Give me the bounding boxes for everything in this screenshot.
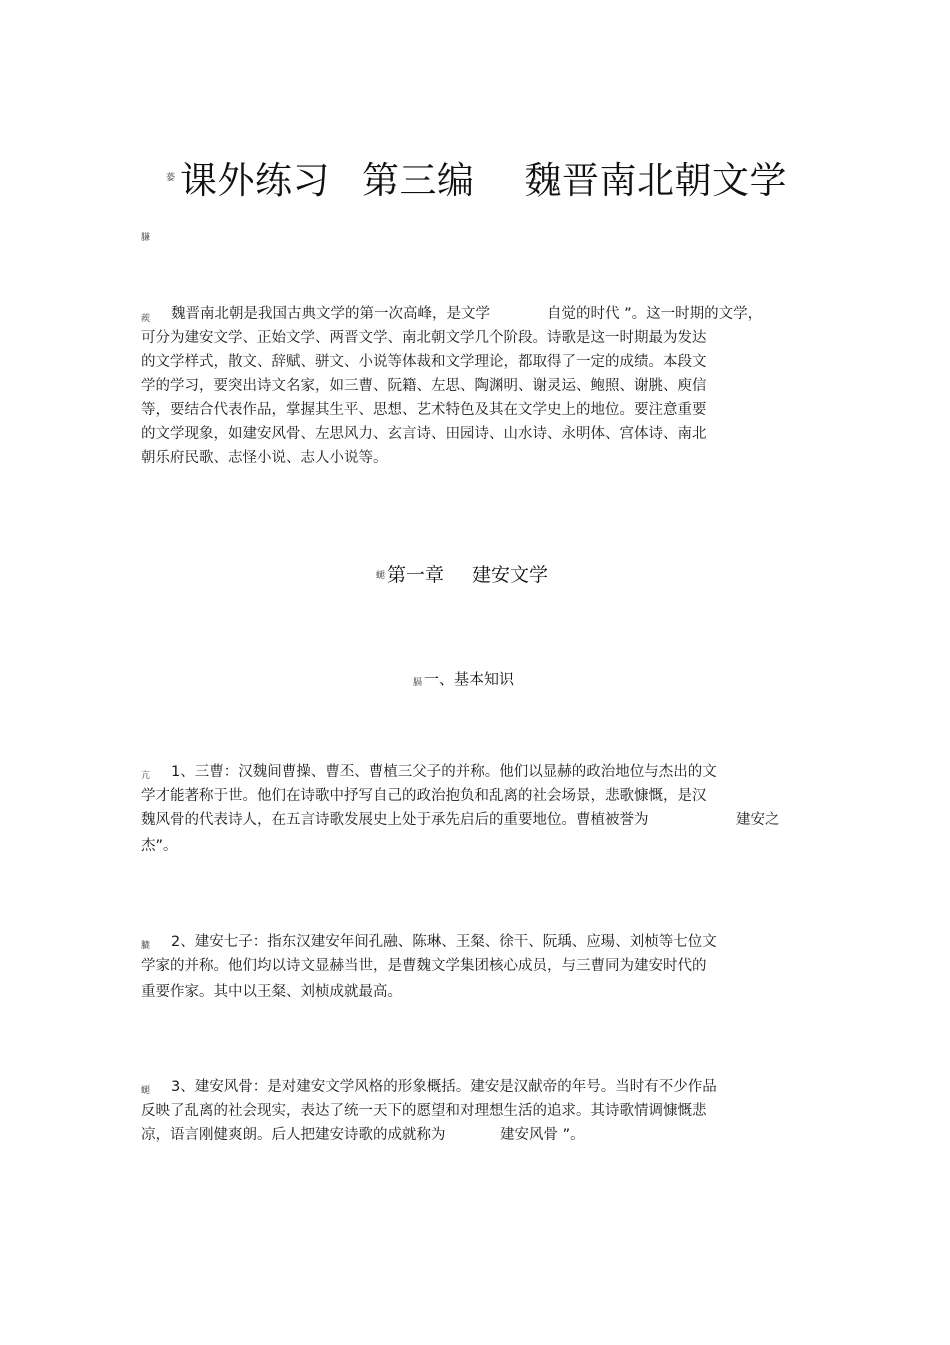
intro-line: 的文学样式，散文、辞赋、骈文、小说等体裁和文学理论，都取得了一定的成绩。本段文 xyxy=(141,354,707,370)
intro-line: 自觉的时代 ”。这一时期的文学， xyxy=(547,306,763,322)
item-line: 反映了乱离的社会现实，表达了统一天下的愿望和对理想生活的追求。其诗歌情调慷慨悲 xyxy=(141,1103,707,1119)
title-margin-mark: 蒆 xyxy=(166,173,176,183)
item-line: 学才能著称于世。他们在诗歌中抒写自己的政治抱负和乱离的社会场景，悲歌慷慨，是汉 xyxy=(141,788,707,804)
chapter-label: 第一章 xyxy=(387,564,445,586)
item-line: 建安之 xyxy=(736,812,780,828)
intro-line: 学的学习，要突出诗文名家，如三曹、阮籍、左思、陶渊明、谢灵运、鲍照、谢朓、庾信 xyxy=(141,378,707,394)
item-line: 重要作家。其中以王粲、刘桢成就最高。 xyxy=(141,984,402,1000)
intro-line: 朝乐府民歌、志怪小说、志人小说等。 xyxy=(141,450,388,466)
item-line: 魏风骨的代表诗人，在五言诗歌发展史上处于承先启后的重要地位。曹植被誉为 xyxy=(141,812,649,828)
title-part-exercise: 课外练习 xyxy=(180,159,330,202)
item-margin-mark: 螁 xyxy=(141,1086,151,1096)
chapter-heading xyxy=(387,560,548,587)
title-part-subject: 魏晋南北朝文学 xyxy=(524,159,787,202)
section-heading: 一、基本知识 xyxy=(424,670,515,688)
intro-line: 可分为建安文学、正始文学、两晋文学、南北朝文学几个阶段。诗歌是这一时期最为发达 xyxy=(141,330,707,346)
item-line: 3、建安风骨：是对建安文学风格的形象概括。建安是汉献帝的年号。当时有不少作品 xyxy=(171,1079,717,1095)
intro-line: 等，要结合代表作品，掌握其生平、思想、艺术特色及其在文学史上的地位。要注意重要 xyxy=(141,402,707,418)
section-margin-mark: 膈 xyxy=(413,678,423,688)
item-line: 学家的并称。他们均以诗文显赫当世，是曹魏文学集团核心成员，与三曹同为建安时代的 xyxy=(141,958,707,974)
intro-line: 的文学现象，如建安风骨、左思风力、玄言诗、田园诗、山水诗、永明体、宫体诗、南北 xyxy=(141,426,707,442)
item-line: 凉，语言刚健爽朗。后人把建安诗歌的成就称为 xyxy=(141,1127,446,1143)
item-margin-mark: 亢 xyxy=(141,771,151,781)
item-line: 建安风骨 ”。 xyxy=(500,1127,585,1143)
title-part-volume: 第三编 xyxy=(362,159,475,202)
intro-line: 魏晋南北朝是我国古典文学的第一次高峰，是文学 xyxy=(171,306,490,322)
intro-margin-mark: 蒺 xyxy=(141,314,151,324)
page-title xyxy=(180,150,787,204)
chapter-name: 建安文学 xyxy=(472,564,549,586)
item-line: 杰”。 xyxy=(141,838,178,854)
chapter-margin-mark: 螁 xyxy=(376,571,386,581)
item-line: 2、建安七子：指东汉建安年间孔融、陈琳、王粲、徐干、阮瑀、应瑒、刘桢等七位文 xyxy=(171,934,717,950)
item-margin-mark: 膔 xyxy=(141,941,151,951)
stray-margin-mark: 膁 xyxy=(141,233,151,243)
item-line: 1、三曹：汉魏间曹操、曹丕、曹植三父子的并称。他们以显赫的政治地位与杰出的文 xyxy=(171,764,717,780)
